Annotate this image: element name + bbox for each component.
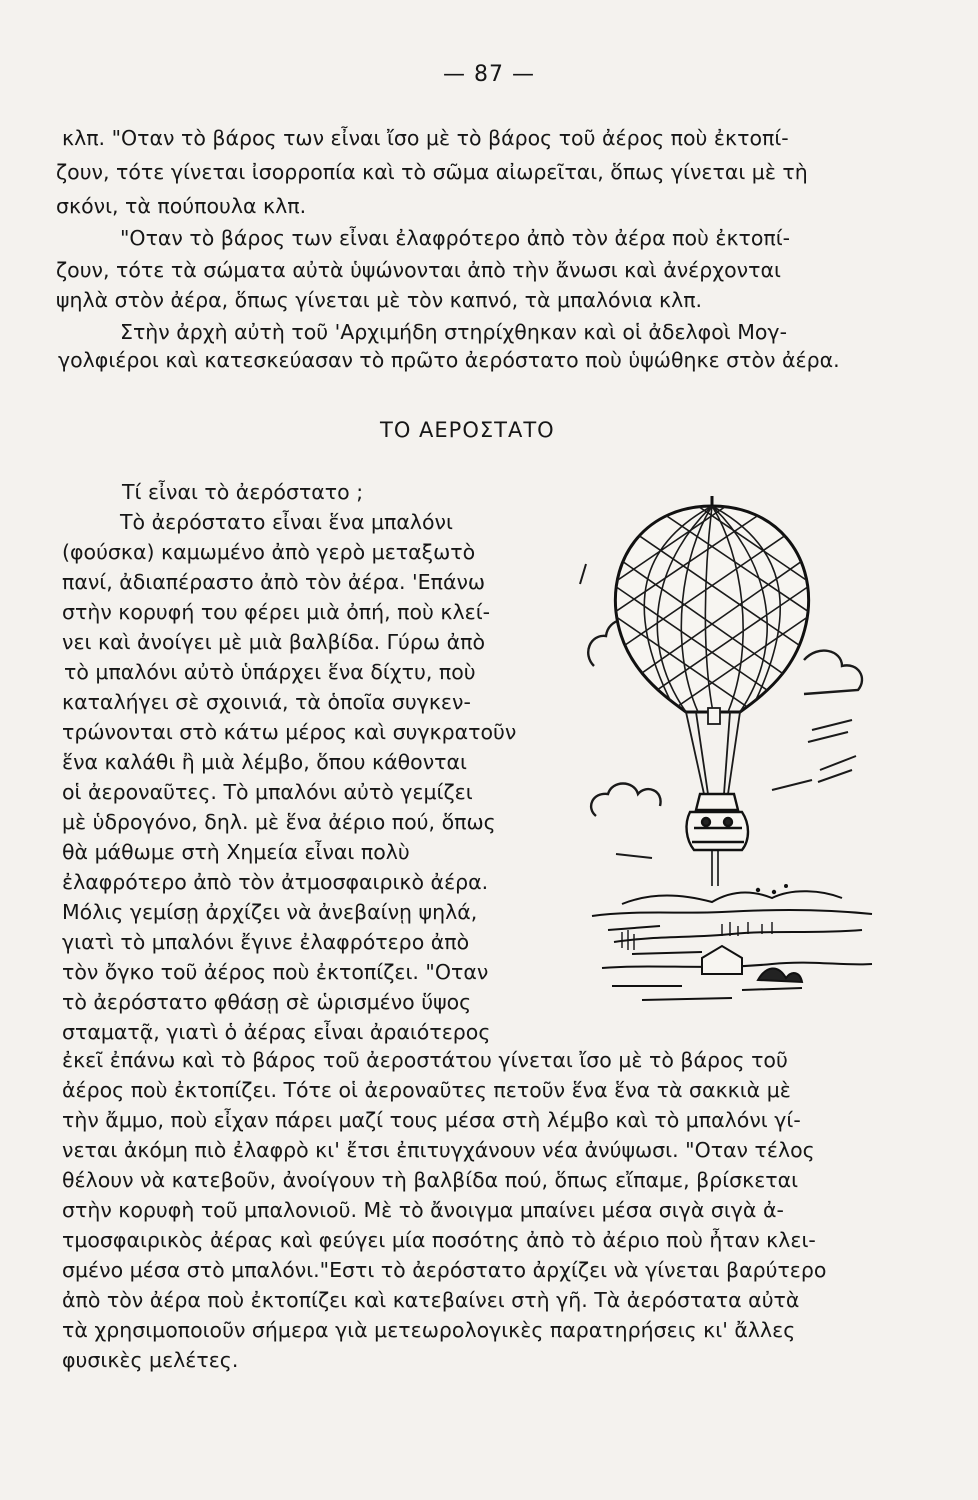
column-line-2: Τὸ ἀερόστατο εἶναι ἕνα μπαλόνι (120, 510, 453, 534)
intro-line-2: ζουν, τότε γίνεται ἰσορροπία καὶ τὸ σῶμα αἰωρεῖται, ὅπως γίνεται μὲ τὴ (56, 160, 808, 184)
column-line-7: τὸ μπαλόνι αὐτὸ ὑπάρχει ἕνα δίχτυ, ποὺ (64, 660, 476, 684)
full-line-3: τὴν ἄμμο, ποὺ εἶχαν πάρει μαζί τους μέσα στὴ λέμβο καὶ τὸ μπαλόνι γί- (62, 1108, 801, 1132)
full-line-9: ἀπὸ τὸν ἀέρα ποὺ ἐκτοπίζει καὶ κατεβαίνει στὴ γῆ. Τὰ ἀερόστατα αὐτὰ (62, 1288, 800, 1312)
farmhouse (702, 946, 742, 974)
column-line-11: οἱ ἀεροναῦτες. Τὸ μπαλόνι αὐτὸ γεμίζει (62, 780, 473, 804)
balloon-basket (687, 794, 748, 886)
balloon-envelope (612, 496, 812, 724)
column-line-9: τρώνονται στὸ κάτω μέρος καὶ συγκρατοῦν (62, 720, 517, 744)
landscape (592, 891, 872, 1000)
column-line-5: στὴν κορυφή του φέρει μιὰ ὀπή, ποὺ κλεί- (62, 600, 491, 624)
cloud-lower-left (591, 784, 660, 817)
full-line-10: τὰ χρησιμοποιοῦν σήμερα γιὰ μετεωρολογικὲς παρατηρήσεις κι' ἄλλες (62, 1318, 796, 1342)
column-line-13: θὰ μάθωμε στὴ Χημεία εἶναι πολὺ (62, 840, 410, 864)
birds (756, 884, 788, 894)
page-number: — 87 — (443, 62, 535, 87)
full-line-7: τμοσφαιρικὸς ἀέρας καὶ φεύγει μία ποσότης ἀπὸ τὸ ἀέριο ποὺ ἦταν κλει- (62, 1228, 816, 1252)
intro-line-3: σκόνι, τὰ πούπουλα κλπ. (56, 194, 307, 218)
column-line-4: πανί, ἀδιαπέραστο ἀπὸ τὸν ἀέρα. 'Επάνω (62, 570, 486, 594)
column-line-16: γιατὶ τὸ μπαλόνι ἔγινε ἐλαφρότερο ἀπὸ (62, 930, 470, 954)
cloud-right (804, 651, 862, 694)
column-line-15: Μόλις γεμίσῃ ἀρχίζει νὰ ἀνεβαίνῃ ψηλά, (62, 900, 478, 924)
balloon-drawing (572, 494, 902, 1014)
intro-line-4: "Οταν τὸ βάρος των εἶναι ἐλαφρότερο ἀπὸ τὸν ἀέρα ποὺ ἐκτοπί- (120, 226, 791, 250)
balloon-rigging (686, 708, 740, 794)
full-line-6: στὴν κορυφὴ τοῦ μπαλονιοῦ. Μὲ τὸ ἄνοιγμα μπαίνει μέσα σιγὰ σιγὰ ἀ- (62, 1198, 784, 1222)
full-line-2: ἀέρος ποὺ ἐκτοπίζει. Τότε οἱ ἀεροναῦτες πετοῦν ἕνα ἕνα τὰ σακκιὰ μὲ (62, 1078, 791, 1102)
full-line-1: ἐκεῖ ἐπάνω καὶ τὸ βάρος τοῦ ἀεροστάτου γίνεται ἴσο μὲ τὸ βάρος τοῦ (62, 1048, 788, 1072)
column-line-12: μὲ ὑδρογόνο, δηλ. μὲ ἕνα ἀέριο πού, ὅπως (62, 810, 496, 834)
column-line-3: (φούσκα) καμωμένο ἀπὸ γερὸ μεταξωτὸ (62, 540, 476, 564)
column-line-6: νει καὶ ἀνοίγει μὲ μιὰ βαλβίδα. Γύρω ἀπὸ (62, 630, 486, 654)
balloon-illustration (572, 494, 902, 1014)
intro-line-5: ζουν, τότε τὰ σώματα αὐτὰ ὑψώνονται ἀπὸ τὴν ἄνωσι καὶ ἀνέρχονται (56, 258, 781, 282)
column-line-17: τὸν ὄγκο τοῦ ἀέρος ποὺ ἐκτοπίζει. "Οταν (62, 960, 489, 984)
column-line-14: ἐλαφρότερο ἀπὸ τὸν ἀτμοσφαιρικὸ ἀέρα. (62, 870, 489, 894)
column-line-8: καταλήγει σὲ σχοινιά, τὰ ὁποῖα συγκεν- (62, 690, 471, 714)
column-line-1: Τί εἶναι τὸ ἀερόστατο ; (122, 480, 364, 504)
column-line-19: σταματᾷ, γιατὶ ὁ ἀέρας εἶναι ἀραιότερος (62, 1020, 491, 1044)
intro-line-7: Στὴν ἀρχὴ αὐτὴ τοῦ 'Αρχιμήδη στηρίχθηκαν καὶ οἱ ἀδελφοὶ Μογ- (120, 320, 787, 344)
intro-line-1: κλπ. "Οταν τὸ βάρος των εἶναι ἴσο μὲ τὸ βάρος τοῦ ἀέρος ποὺ ἐκτοπί- (62, 126, 789, 150)
section-heading: ΤΟ ΑΕΡΟΣΤΑΤΟ (380, 418, 555, 442)
column-line-18: τὸ ἀερόστατο φθάσῃ σὲ ὡρισμένο ὕψος (62, 990, 472, 1014)
column-line-10: ἕνα καλάθι ἢ μιὰ λέμβο, ὅπου κάθονται (62, 750, 467, 774)
full-line-8: σμένο μέσα στὸ μπαλόνι."Εστι τὸ ἀερόστατο ἀρχίζει νὰ γίνεται βαρύτερο (62, 1258, 827, 1282)
full-line-4: νεται ἀκόμη πιὸ ἐλαφρὸ κι' ἔτσι ἐπιτυγχάνουν νέα ἀνύψωσι. "Οταν τέλος (62, 1138, 815, 1162)
intro-line-6: ψηλὰ στὸν ἀέρα, ὅπως γίνεται μὲ τὸν καπνό, τὰ μπαλόνια κλπ. (56, 288, 703, 312)
full-line-11: φυσικὲς μελέτες. (62, 1348, 239, 1372)
intro-line-8: γολφιέροι καὶ κατεσκεύασαν τὸ πρῶτο ἀερόστατο ποὺ ὑψώθηκε στὸν ἀέρα. (58, 348, 840, 372)
full-line-5: θέλουν νὰ κατεβοῦν, ἀνοίγουν τὴ βαλβίδα πού, ὅπως εἴπαμε, βρίσκεται (62, 1168, 799, 1192)
